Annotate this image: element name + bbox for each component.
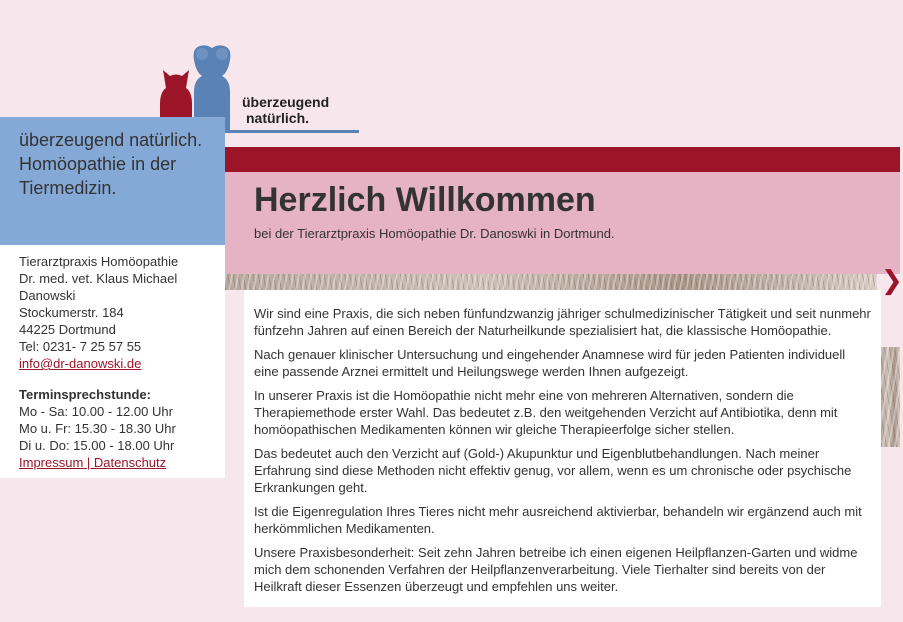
slogan-line: überzeugend natürlich.	[19, 130, 203, 150]
address-line: 44225 Dortmund	[19, 322, 116, 337]
welcome-header	[225, 172, 900, 274]
content-paragraph: Wir sind eine Praxis, die sich neben fünfundzwanzig jähriger schulmedizinischer Tätigkeit und seit nunmehr fünfzehn Jahren auf einen Bereich der Naturheilkunde spezialisiert hat, die klassische Homöopathie.	[254, 306, 871, 338]
address-line: Tierarztpraxis Homöopathie	[19, 254, 179, 269]
content-paragraph: Nach genauer klinischer Untersuchung und eingehender Anamnese wird für jeden Patienten individuell eine passende Arznei ermittelt und Heilungswege werden Ihnen aufgezeigt.	[254, 347, 846, 379]
main-content	[244, 290, 881, 607]
contact-box	[0, 245, 225, 478]
content-paragraph: Ist die Eigenregulation Ihres Tieres nicht mehr ausreichend aktivierbar, behandeln wir ergänzend auch mit herkömmlichen Medikamenten.	[254, 504, 862, 536]
slider-image-next	[881, 347, 900, 447]
content-paragraph: Unsere Praxisbesonderheit: Seit zehn Jahren betreibe ich einen eigenen Heilpflanzen-Garten und widme mich dem schonenden Verfahren der Heilpflanzenverarbeitung. Viele Tierhalter sind bereits von der Heilkraft dieser Essenzen überzeugt und empfehlen uns weiter.	[254, 545, 858, 594]
address-line: Danowski	[19, 288, 76, 303]
page-subtitle: bei der Tierarztpraxis Homöopathie Dr. Danoswki in Dortmund.	[254, 226, 615, 241]
spacer	[19, 372, 206, 386]
hours-line: Di u. Do: 15.00 - 18.00 Uhr	[19, 438, 175, 453]
slider-image	[225, 274, 877, 290]
address-line: Dr. med. vet. Klaus Michael	[19, 271, 178, 286]
email-link[interactable]: info@dr-danowski.de	[19, 356, 142, 371]
address-line: Stockumerstr. 184	[19, 305, 124, 320]
hours-line: Mo - Sa: 10.00 - 12.00 Uhr	[19, 404, 173, 419]
header-accent-bar	[225, 147, 900, 172]
chevron-right-icon[interactable]: ❯	[881, 266, 903, 296]
logo-tagline-line2: natürlich.	[246, 110, 310, 126]
legal-link[interactable]: Impressum | Datenschutz	[19, 455, 167, 470]
page-title: Herzlich Willkommen	[254, 181, 596, 219]
content-paragraph: In unserer Praxis ist die Homöopathie nicht mehr eine von mehreren Alternativen, sondern die Therapiemethode erster Wahl. Das bedeutet z.B. den weitgehenden Verzicht auf Antibiotika, denn mit homöopathischen Medikamenten können wir gleiche Therapieerfolge sicher stellen.	[254, 388, 838, 437]
content-paragraph: Das bedeutet auch den Verzicht auf (Gold-) Akupunktur und Eigenblutbehandlungen. Nach meiner Erfahrung sind diese Methoden nicht effektiv genug, vor allem, wenn es um chronische oder psychische Erkrankungen geht.	[254, 446, 852, 495]
logo-tagline	[242, 94, 329, 126]
sidebar-slogan	[0, 117, 225, 245]
slogan-line: Homöopathie in der	[19, 154, 177, 174]
hours-title: Terminsprechstunde:	[19, 387, 151, 402]
hours-line: Mo u. Fr: 15.30 - 18.30 Uhr	[19, 421, 176, 436]
slogan-line: Tiermedizin.	[19, 178, 117, 198]
logo-tagline-line1: überzeugend	[242, 94, 330, 110]
phone-number: Tel: 0231- 7 25 57 55	[19, 339, 142, 354]
